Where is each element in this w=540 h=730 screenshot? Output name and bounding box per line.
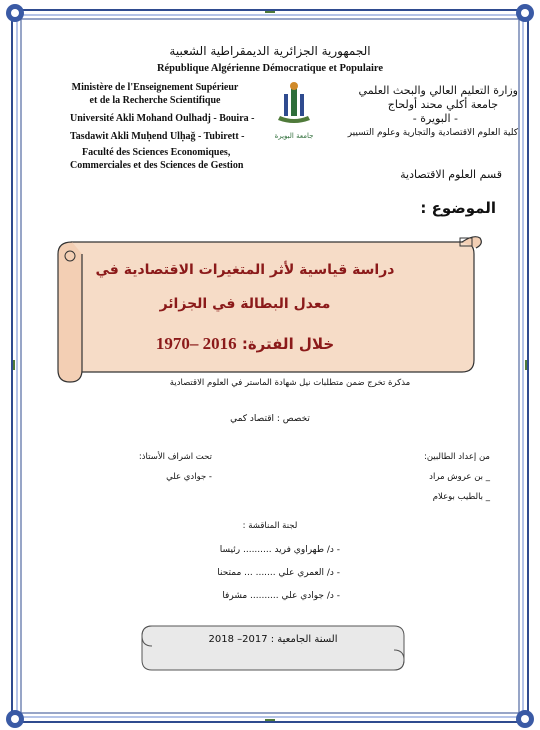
header-left-block	[70, 81, 270, 172]
ministry-line-2: et de la Recherche Scientifique	[89, 95, 221, 106]
republic-french: République Algérienne Démocratique et Populaire	[156, 63, 384, 74]
faculty-line-2: Commerciales et des Sciences de Gestion	[70, 160, 244, 171]
period-label: خلال الفترة:	[241, 335, 335, 353]
subject-label: الموضوع :	[420, 199, 496, 217]
academic-year: السنة الجامعية : 2017– 2018	[208, 634, 338, 645]
faculty-line-1: Faculté des Sciences Economiques,	[82, 147, 231, 158]
logo-caption: جامعة البويرة	[274, 132, 314, 140]
committee-member-3: - د/ جوادي علي .......... مشرفا	[222, 591, 340, 601]
specialty: تخصص : اقتصاد كمي	[230, 414, 310, 424]
university-arabic: جامعة أكلي محند أولحاج	[387, 98, 498, 111]
university-line: Université Akli Mohand Oulhadj - Bouira -	[70, 113, 255, 124]
university-logo	[270, 80, 318, 140]
title-line-2: معدل البطالة في الجزائر	[159, 296, 331, 312]
student-name-2: _ بالطيب بوعلام	[432, 492, 490, 502]
city-arabic: - البويرة -	[412, 112, 458, 125]
university-logo-icon	[270, 80, 318, 128]
university-kabyle-line: Tasdawit Akli Muḥend Ulḥağ - Tubirett -	[70, 131, 245, 142]
title-period	[90, 334, 400, 354]
title-line-1: دراسة قياسية لأثر المتغيرات الاقتصادية في	[95, 262, 395, 278]
supervisor-block	[82, 452, 212, 482]
committee-label: لجنة المناقشة :	[242, 521, 298, 531]
committee-list	[190, 545, 340, 614]
student-name-1: _ بن عروش مراد	[429, 472, 490, 482]
header-right-block	[318, 84, 518, 140]
students-label: من إعداد الطالبين:	[423, 452, 490, 462]
supervisor-label: تحت اشراف الأستاذ:	[138, 452, 212, 462]
committee-member-2: - د/ العمري علي ....... ... ممتحنا	[217, 568, 340, 578]
ministry-line-1: Ministère de l'Enseignement Supérieur	[71, 82, 239, 93]
faculty-arabic: كلية العلوم الاقتصادية والتجارية وعلوم التسيير	[347, 128, 518, 138]
students-block	[340, 452, 490, 502]
committee-member-1: - د/ طهراوي فريد .......... رئيسا	[219, 545, 340, 555]
supervisor-name: - جوادي علي	[166, 472, 212, 482]
period-value: 1970– 2016	[155, 334, 237, 353]
republic-arabic: الجمهورية الجزائرية الديمقراطية الشعبية	[169, 44, 371, 58]
ministry-arabic: وزارة التعليم العالي والبحث العلمي	[358, 84, 518, 97]
academic-year-banner	[138, 622, 408, 674]
department-label: قسم العلوم الاقتصادية	[400, 168, 502, 181]
memo-note: مذكرة تخرج ضمن متطلبات نيل شهادة الماستر في العلوم الاقتصادية	[169, 378, 411, 388]
